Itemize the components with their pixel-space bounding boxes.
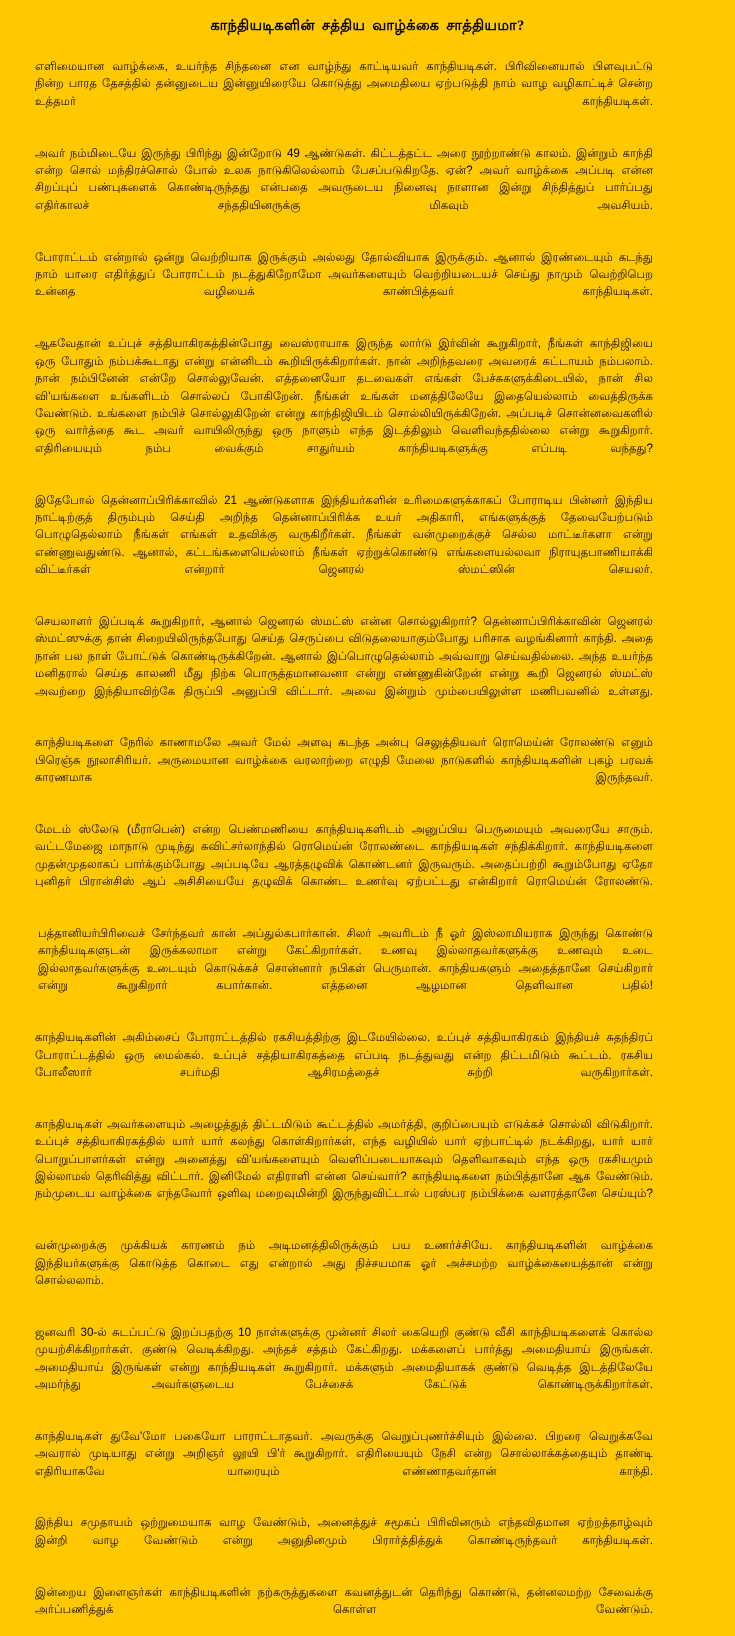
paragraph: எளிமையான வாழ்க்கை, உயர்ந்த சிந்தனை என வாழ்ந்து காட்டியவர் காந்தியடிகள். பிரிவினையால் பிளவுபட்டு நின்ற பாரத தேசத்தில் தன்னுடைய இன்னுயிரையே கொடுத்து அமைதியை ஏற்படுத்தி நாம் வாழ வழிகாட்டிச் சென்ற உத்தமர் காந்தியடிகள். xyxy=(35,60,653,108)
paragraph: வன்முறைக்கு முக்கியக் காரணம் நம் அடிமனத்திலிருக்கும் பய உணர்ச்சியே. காந்தியடிகளின் வாழ்க்கை இந்தியர்களுக்கு கொடுத்த கொடை எது என்றால் அது நிச்சயமாக ஓர் அச்சமற்ற வாழ்க்கையைத்தான் என்று சொல்லலாம். xyxy=(35,1239,653,1287)
paragraph: இதேபோல் தென்னாப்பிரிக்காவில் 21 ஆண்டுகளாக இந்தியர்களின் உரிமைகளுக்காகப் போராடிய பின்னர் இந்திய நாட்டிற்குத் திரும்பும் செய்தி அறிந்த தென்னாப்பிரிக்க உயர் அதிகாரி, எங்களுக்குத் தேவையேற்படும் பொழுதெல்லாம் நீங்கள் எங்கள் உதவிக்கு வருகிறீர்கள். நீங்கள் வன்முறைக்குச் செல்ல மாட்டீர்களா என்று எண்ணுவதுண்டு. ஆனால், கட்டங்களையெல்லாம் நீங்கள் ஏற்றுக்கொண்டு எங்களையல்லவா நிராயுதபாணியாக்கி விட்டீர்கள் என்றார் ஜெனரல் ஸ்மட்ஸின் செயலர். xyxy=(35,493,653,577)
paragraph: பத்தானியர்பிரிவைச் சேர்ந்தவர் கான் அப்துல்கபார்கான். சிலர் அவரிடம் நீ ஓர் இஸ்லாமியராக இருந்து கொண்டு காந்தியடிகளுடன் இருக்கலாமா என்று கேட்கிறார்கள். உணவு இல்லாதவர்களுக்கு உணவும் உடை இல்லாதவர்களுக்கு உடையும் கொடுக்கச் சொன்னார் நபிகள் பெருமான். காந்தியகளும் அதைத்தானே செய்கிறார் என்று கூறுகிறார் கபார்கான். எத்தனை ஆழமான தெளிவான பதில்! xyxy=(38,927,653,993)
paragraph: காந்தியடிகளை நேரில் காணாமலே அவர் மேல் அளவு கடந்த அன்பு செலுத்தியவர் ரொமெய்ன் ரோலண்டு எனும் பிரெஞ்சு நூலாசிரியர். அருமையான வாழ்க்கை வரலாற்றை எழுதி மேலை நாடுகளில் காந்தியடிகளின் புகழ் பரவக் காரணமாக இருந்தவர். xyxy=(35,736,653,785)
paragraph: காந்தியடிகளின் அகிம்சைப் போராட்டத்தில் ரகசியத்திற்கு இடமேயில்லை. உப்புச் சத்தியாகிரகம் இந்தியச் சுதந்திரப் போராட்டத்தில் ஒரு மைல்கல். உப்புச் சத்தியாகிரகத்தை எப்படி நடத்துவது என்ற திட்டமிடும் கூட்டம். ரகசிய போலீஸார் சபர்மதி ஆசிரமத்தைச் சுற்றி வருகிறார்கள். xyxy=(35,1031,653,1079)
paragraph: ஆகவேதான் உப்புச் சத்தியாகிரகத்தின்போது வைஸ்ராயாக இருந்த லார்டு இர்வின் கூறுகிறார், நீங்கள் காந்திஜியை ஒரு போதும் நம்பக்கூடாது என்று என்னிடம் கூறியிருக்கிறார்கள். நான் அறிந்தவரை அவரைக் கட்டாயம் நம்பலாம். நான் நம்பினேன் என்றே சொல்லுவேன். எத்தனையோ தடவைகள் எங்கள் பேச்சுகளுக்கிடையில், நான் சில வி'யங்களை உங்களிடம் சொல்லப் போகிறேன். நீங்கள் உங்கள் மனத்திலேயே இதையெல்லாம் வைத்திருக்க வேண்டும். உங்களை நம்பிச் சொல்லுகிறேன் என்று காந்திஜியிடம் சொல்லியிருக்கிறேன். அப்படிச் சொன்னவைகளில் ஒரு வார்த்தை கூட அவர் வாயிலிருந்து ஒரு நாளும் எந்த இடத்திலும் வெளிவந்ததில்லை என்று கூறுகிறார். எதிரியையும் நம்ப வைக்கும் சாதுர்யம் காந்தியடிகளுக்கு எப்படி வந்தது? xyxy=(35,337,653,455)
paragraph: இன்றைய இளைஞர்கள் காந்தியடிகளின் நற்கருத்துகளை கவனத்துடன் தெரிந்து கொண்டு, தன்னலமற்ற சேவைக்கு அர்ப்பணித்துக் கொள்ள வேண்டும். xyxy=(35,1585,653,1617)
paragraph: ஜனவரி 30-ல் சுடப்பட்டு இறப்பதற்கு 10 நாள்களுக்கு முன்னர் சிலர் கையெறி குண்டு வீசி காந்தியடிகளைக் கொல்ல முயற்சிக்கிறார்கள். குண்டு வெடிக்கிறது. அந்தச் சத்தம் கேட்கிறது. மக்களைப் பார்த்து அமைதியாய் இருங்கள். அமைதியாய் இருங்கள் என்று காந்தியடிகள் கூறுகிறார். மக்களும் அமைதியாகக் குண்டு வெடித்த இடத்திலேயே அமர்ந்து அவர்களுடைய பேச்சைக் கேட்டுக் கொண்டிருக்கிறார்கள். xyxy=(35,1325,653,1391)
page-title: காந்தியடிகளின் சத்திய வாழ்க்கை சாத்தியமா? xyxy=(210,18,525,34)
paragraph: அவர் நம்மிடையே இருந்து பிரிந்து இன்றோடு 49 ஆண்டுகள். கிட்டத்தட்ட அரை நூற்றாண்டு காலம். இன்றும் காந்தி என்ற சொல் மந்திரச்சொல் போல் உலக நாடுகிலெல்லாம் பேசப்படுகிறதே. ஏன்? அவர் வாழ்க்கை அப்படி என்ன சிறப்புப் பண்புகளைக் கொண்டிருந்தது என்பதை அவருடைய நினைவு நாளான இன்று சிந்தித்துப் பார்ப்பது எதிர்காலச் சந்ததியினருக்கு மிகவும் அவசியம். xyxy=(35,146,653,212)
paragraph: போராட்டம் என்றால் ஒன்று வெற்றியாக இருக்கும் அல்லது தோல்வியாக இருக்கும். ஆனால் இரண்டையும் கடந்து நாம் யாரை எதிர்த்துப் போராட்டம் நடத்துகிறோமோ அவர்களையும் வெற்றியடையச் செய்து நாமும் வெற்றிபெற உன்னத வழியைக் காண்பித்தவர் காந்தியடிகள். xyxy=(35,250,653,299)
article-body xyxy=(0,58,735,1636)
paragraph: மேடம் ஸ்லேடு (மீராபென்) என்ற பெண்மணியை காந்தியடிகளிடம் அனுப்பிய பெருமையும் அவரையே சாரும். வட்டமேஜை மாநாடு முடிந்து சுவிட்சர்லாந்தில் ரொமெய்ன் ரோலண்டை காந்தியடிகள் சந்திக்கிறார். காந்தியடிகளை முதன்முதலாகப் பார்க்கும்போது அப்படியே ஆரத்தழுவிக் கொண்டனர் இருவரும். அதைப்பற்றி கூறும்போது ஏதோ புனிதர் பிரான்சிஸ் ஆப் அசிசியையே தழுவிக் கொண்ட உணர்வு ஏற்பட்டது என்கிறார் ரொமெய்ன் ரோலண்டு. xyxy=(35,823,653,889)
paragraph: செயலாளர் இப்படிக் கூறுகிறார், ஆனால் ஜெனரல் ஸ்மட்ஸ் என்ன சொல்லுகிறார்? தென்னாப்பிரிக்காவின் ஜெனரல் ஸ்மட்ஸுக்கு தான் சிறையிலிருந்தபோது செய்த செருப்பை விடுதலையாகும்போது பரிசாக வழங்கினார் காந்தி. அதை நான் பல நாள் போட்டுக் கொண்டிருக்கிறேன். ஆனால் இப்பொழுதெல்லாம் அவ்வாறு செய்வதில்லை. அந்த உயர்ந்த மனிதரால் செய்த காலணி மீது நிற்க பொருத்தமானவனா என்று எண்ணுகின்றேன் என்று கூறி ஜெனரல் ஸ்மட்ஸ் அவற்றை இந்தியாவிற்கே திருப்பி அனுப்பி விட்டார். அவை இன்றும் மும்பையிலுள்ள மணிபவனில் உள்ளது. xyxy=(35,614,653,698)
paragraph: காந்தியடிகள் அவர்களையும் அழைத்துத் திட்டமிடும் கூட்டத்தில் அமர்த்தி, குறிப்பையும் எடுக்கச் சொல்லி விடுகிறார். உப்புச் சத்தியாகிரகத்தில் யார் யார் கலந்து கொள்கிறார்கள், எந்த வழியில் யார் ஏற்பாட்டில் நடக்கிறது, யார் யார் பொறுப்பாளர்கள் என்று அனைத்து வி'யங்களையும் வெளிப்படையாகவும் தெளிவாகவும் எந்த ஒரு ரகசியமும் இல்லாமல் தெரிவித்து விட்டார். இனிமேல் எதிராளி என்ன செய்வார்? காந்தியடிகளை நம்பித்தானே ஆக வேண்டும். நம்முடைய வாழ்க்கை எந்தவோர் ஒளிவு மறைவுமின்றி இருந்துவிட்டால் பரஸ்பர நம்பிக்கை வளரத்தானே செய்யும்? xyxy=(35,1117,653,1201)
paragraph: இந்திய சமுதாயம் ஒற்றுமையாக வாழ வேண்டும், அனைத்துச் சமூகப் பிரிவினரும் எந்தவிதமான ஏற்றத்தாழ்வும் இன்றி வாழ வேண்டும் என்று அனுதினமும் பிரார்த்தித்துக் கொண்டிருந்தவர் காந்தியடிகள். xyxy=(35,1516,653,1547)
paragraph: காந்தியடிகள் துவே'மோ பகையோ பாராட்டாதவர். அவருக்கு வெறுப்புணர்ச்சியும் இல்லை. பிறரை வெறுக்கவே அவரால் முடியாது என்று அறிஞர் லூயி பி'ர் கூறுகிறார். எதிரியையும் நேசி என்ற சொல்லாக்கத்தையும் தாண்டி எதிரியாகவே யாரையும் எண்ணாதவர்தான் காந்தி. xyxy=(35,1429,653,1478)
